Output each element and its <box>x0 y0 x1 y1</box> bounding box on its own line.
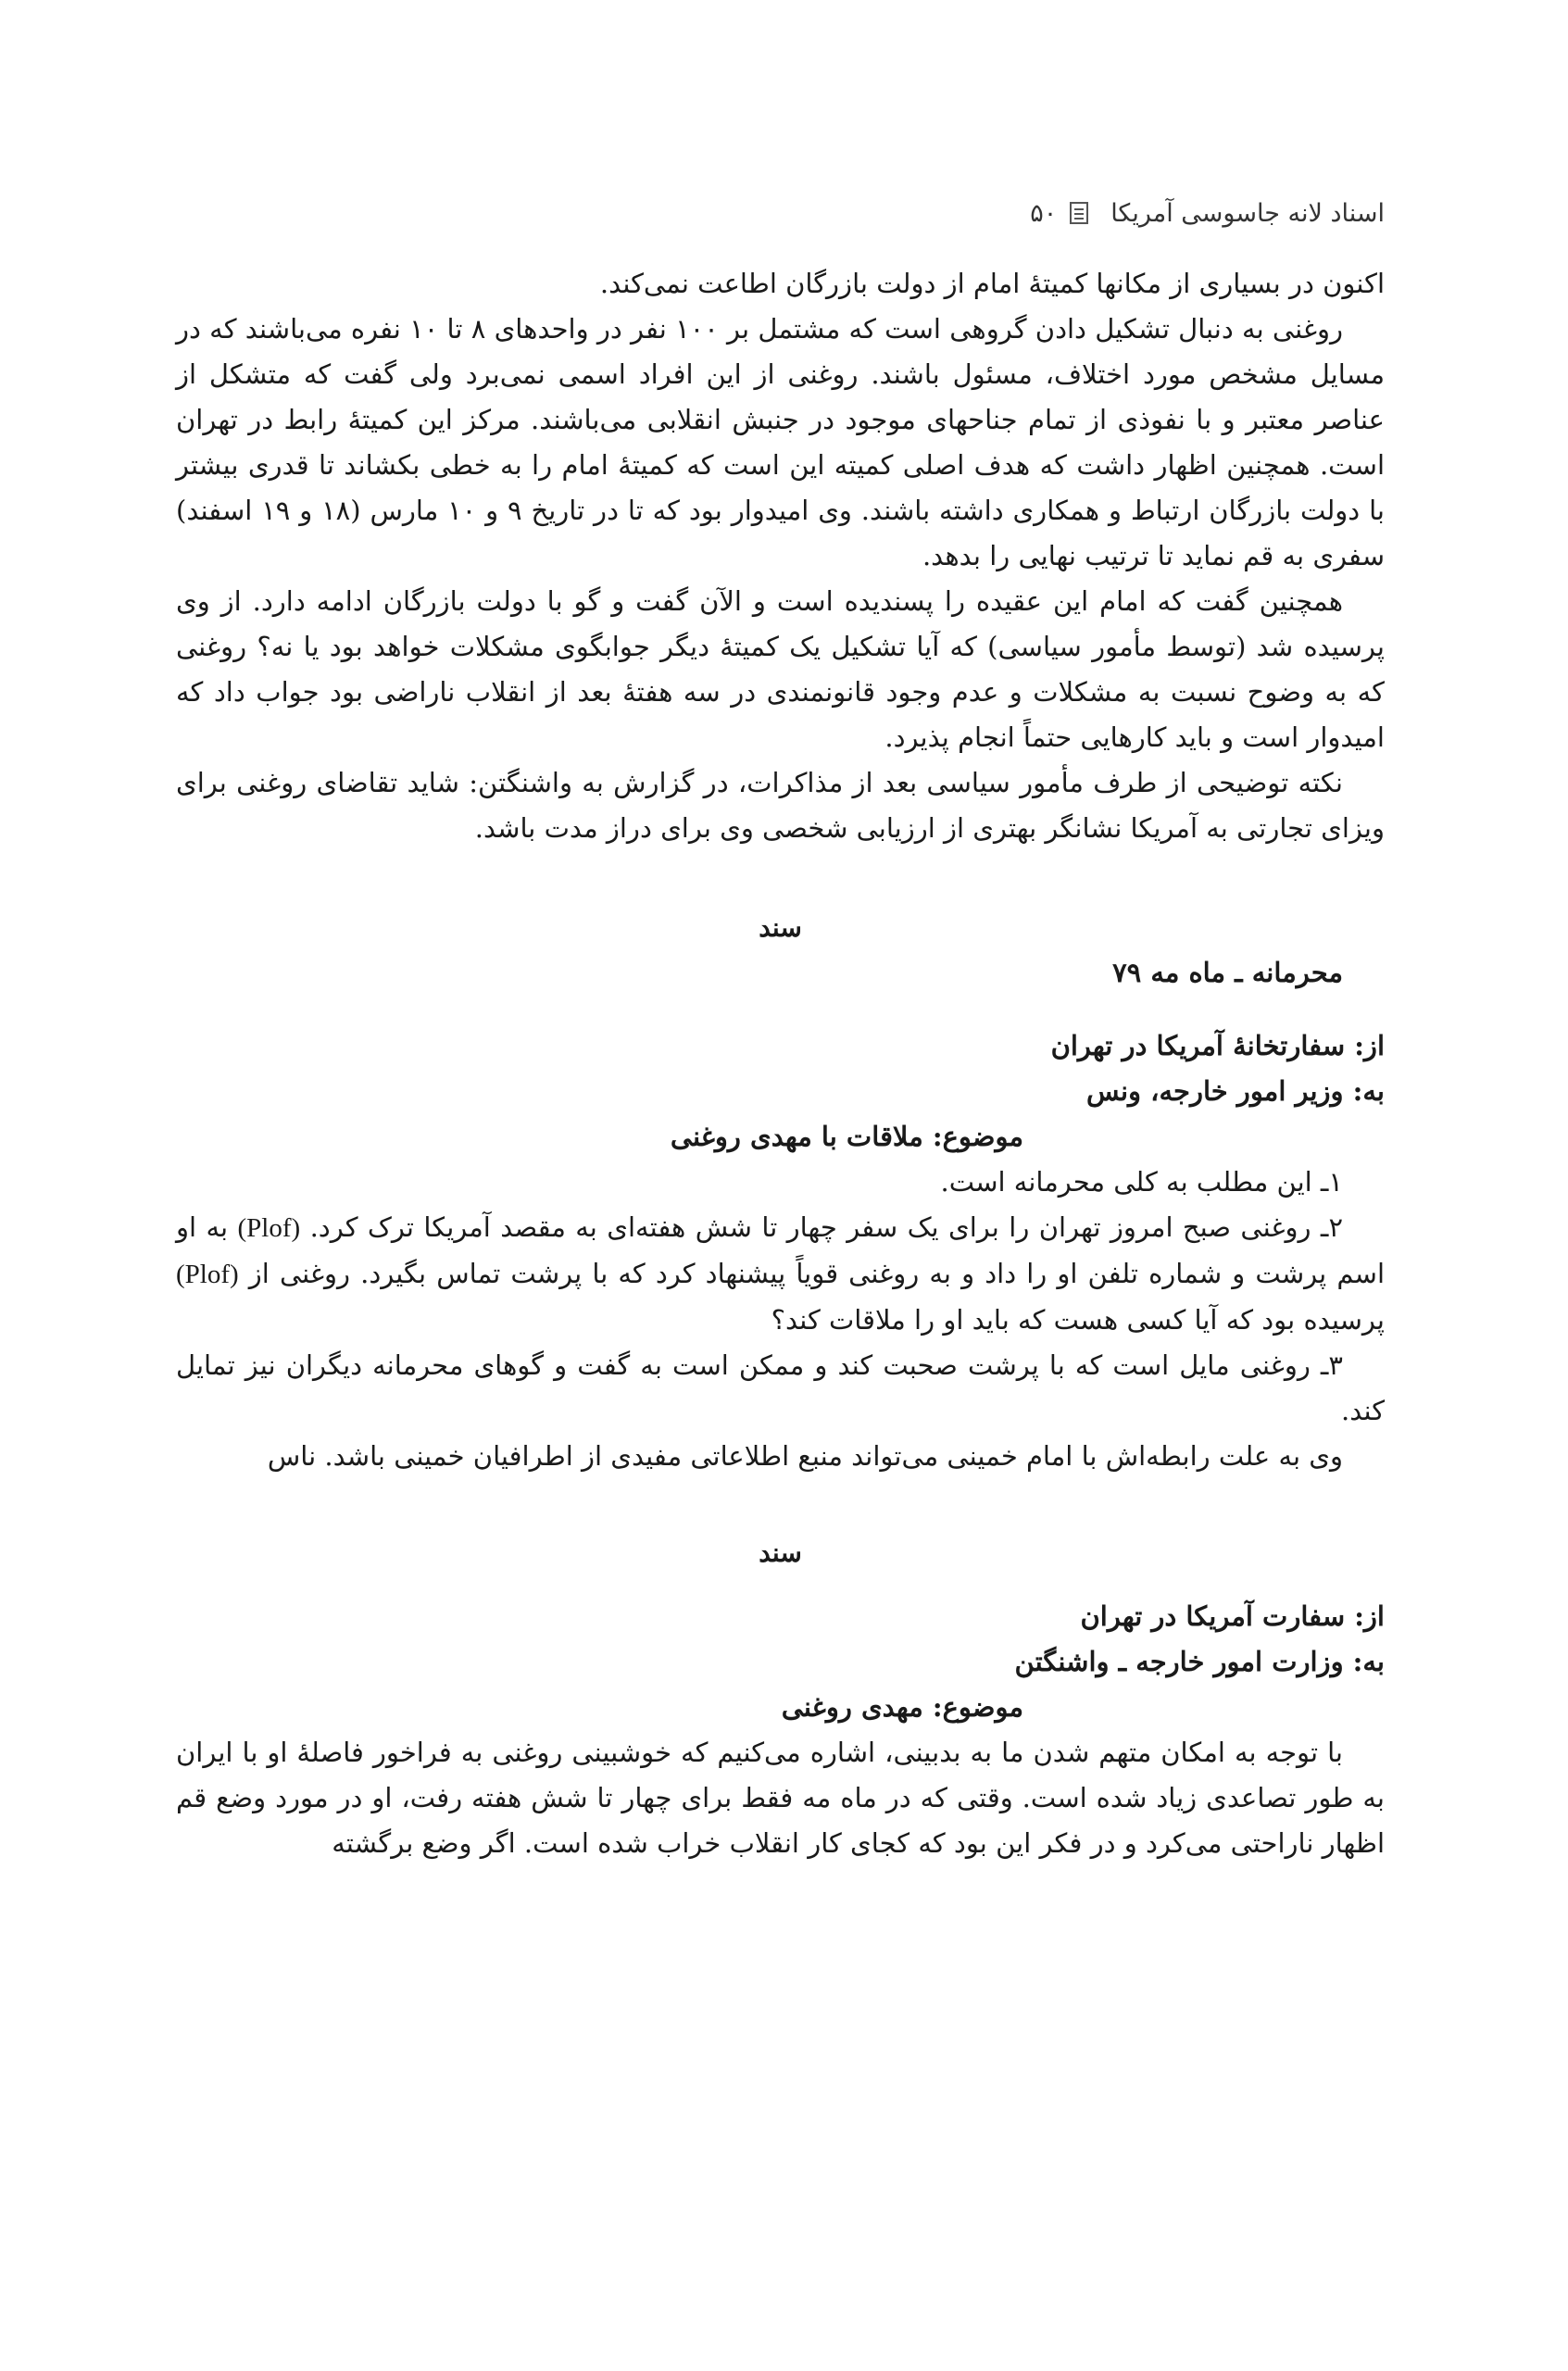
paragraph-1: اکنون در بسیاری از مکانها کمیتهٔ امام از دولت بازرگان اطاعت نمی‌کند. <box>599 268 1385 299</box>
paragraph-4: نکته توضیحی از طرف مأمور سیاسی بعد از مذاکرات، در گزارش به واشنگتن: شاید تقاضای روغنی برای ویزای تجارتی به آمریکا نشانگر بهتری از ارزیابی شخصی وی برای دراز مدت باشد. <box>176 767 1385 844</box>
item-2-text-c: پرسیده بود که آیا کسی هست که باید او را ملاقات کند؟ <box>771 1304 1385 1336</box>
to-line: به: وزیر امور خارجه، ونس <box>1085 1075 1385 1107</box>
item-2-latin-a: (Plof) <box>237 1213 301 1243</box>
paragraph-2: روغنی به دنبال تشکیل دادن گروهی است که مشتمل بر ۱۰۰ نفر در واحدهای ۸ تا ۱۰ نفره می‌باشند که در مسایل مشخص مورد اختلاف، مسئول باشند. روغنی از این افراد اسمی نمی‌برد ولی گفت که متشکل از عناصر معتبر و با نفوذی از تمام جناحهای موجود در جنبش انقلابی می‌باشند. مرکز این کمیتهٔ رابط در تهران است. همچنین اظهار داشت که هدف اصلی کمیته این است که کمیتهٔ امام را به خطی بکشاند تا قدری بیشتر با دولت بازرگان ارتباط و همکاری داشته باشند. وی امیدوار بود که تا در تاریخ ۹ و ۱۰ مارس (۱۸ و ۱۹ اسفند) سفری به قم نماید تا ترتیب نهایی را بدهد. <box>176 313 1386 571</box>
subject-line: موضوع: ملاقات با مهدی روغنی <box>670 1121 1023 1152</box>
subject-line-2: موضوع: مهدی روغنی <box>781 1691 1023 1723</box>
document-icon <box>1070 202 1088 224</box>
item-3: ۳ـ روغنی مایل است که با پرشت صحبت کند و ممکن است به گفت و گوهای محرمانه دیگران نیز تمایل کند. <box>176 1349 1385 1426</box>
item-2-text-b: به او اسم پرشت و شماره تلفن او را داد و به روغنی قویاً پیشنهاد کرد که با پرشت تماس بگیرد. روغنی از <box>176 1211 1385 1289</box>
closing-line: وی به علت رابطه‌اش با امام خمینی می‌تواند منبع اطلاعاتی مفیدی از اطرافیان خمینی باشد. ناس <box>267 1440 1343 1472</box>
to-line-2: به: وزارت امور خارجه ـ واشنگتن <box>1014 1646 1385 1677</box>
running-header <box>176 185 1385 241</box>
from-line-2: از: سفارت آمریکا در تهران <box>1080 1600 1385 1632</box>
paragraph-3: همچنین گفت که امام این عقیده را پسندیده است و الآن گفت و گو با دولت بازرگان ادامه دارد. از وی پرسیده شد (توسط مأمور سیاسی) که آیا تشکیل یک کمیتهٔ دیگر جوابگوی مشکلات خواهد بود یا نه؟ روغنی که به وضوح نسبت به مشکلات و عدم وجود قانونمندی در سه هفتهٔ بعد از انقلاب ناراضی بود جواب داد که امیدوار است و باید کارهایی حتماً انجام پذیرد. <box>176 585 1385 753</box>
book-title: اسناد لانه جاسوسی آمریکا <box>1110 198 1385 228</box>
classification-line: محرمانه ـ ماه مه ۷۹ <box>1112 957 1343 988</box>
page-body <box>176 261 1385 1866</box>
item-2 <box>176 1205 1385 1343</box>
page-number: ۵۰ <box>1030 198 1058 228</box>
item-2-text-a: ۲ـ روغنی صبح امروز تهران را برای یک سفر چهار تا شش هفته‌ای به مقصد آمریکا ترک کرد. <box>309 1211 1344 1243</box>
document-heading: سند <box>759 912 802 943</box>
item-1: ۱ـ این مطلب به کلی محرمانه است. <box>940 1166 1343 1198</box>
from-line: از: سفارتخانهٔ آمریکا در تهران <box>1050 1030 1385 1061</box>
doc2-paragraph: با توجه به امکان متهم شدن ما به بدبینی، اشاره می‌کنیم که خوشبینی روغنی به فراخور فاصلهٔ او با ایران به طور تصاعدی زیاد شده است. وقتی که در ماه مه فقط برای چهار تا شش هفته رفت، او در مورد وضع قم اظهار ناراحتی می‌کرد و در فکر این بود که کجای کار انقلاب خراب شده است. اگر وضع برگشته <box>176 1737 1385 1859</box>
item-2-latin-b: (Plof) <box>176 1260 239 1289</box>
document-heading-2: سند <box>759 1537 802 1568</box>
